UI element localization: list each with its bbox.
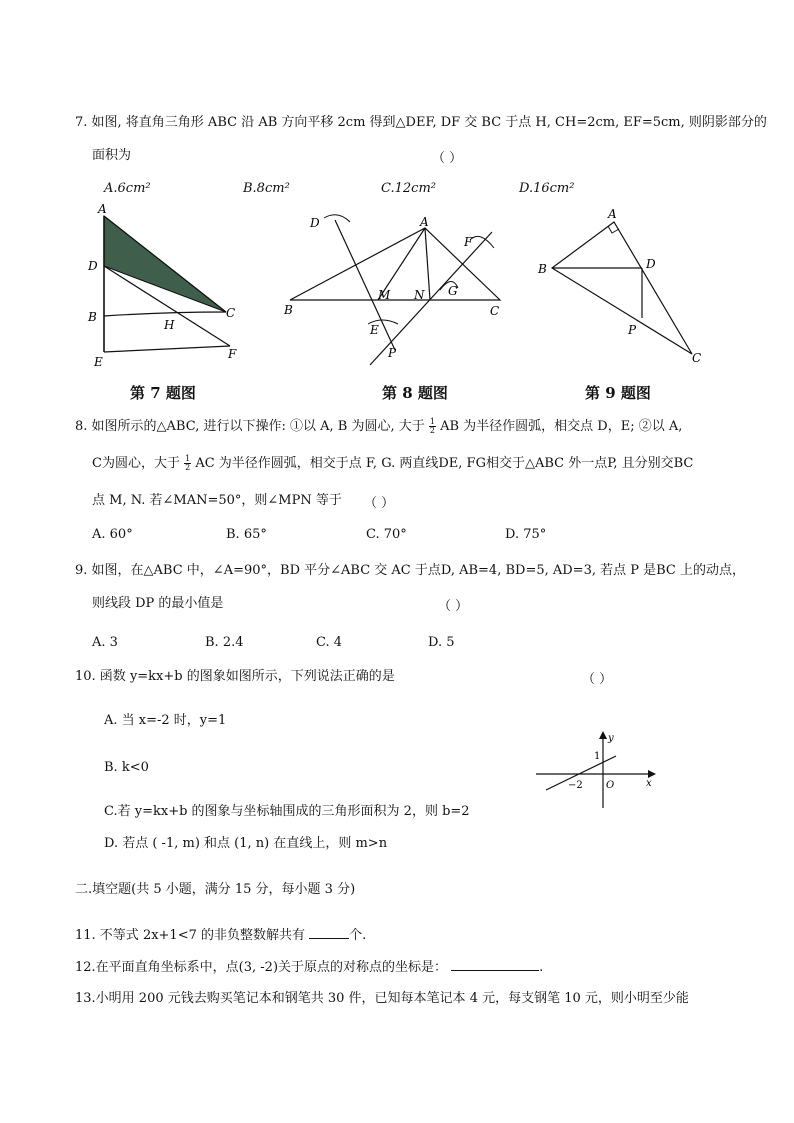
q8-line1 bbox=[75, 418, 682, 436]
fig9-triangle-abc bbox=[552, 222, 692, 354]
fig8-line-AN bbox=[425, 228, 430, 300]
figure-8 bbox=[280, 200, 520, 370]
fig8-label-g: G bbox=[448, 284, 458, 298]
q10-x-arrow bbox=[648, 770, 656, 778]
q8-frac2-den: 2 bbox=[185, 463, 191, 472]
fig8-arc-d bbox=[324, 215, 350, 222]
q11-answer-blank[interactable] bbox=[309, 926, 349, 939]
fig7-label-b: B bbox=[88, 310, 97, 324]
q7-option-c: C.12cm² bbox=[381, 181, 436, 196]
q10-graph bbox=[530, 728, 660, 812]
q12-answer-blank[interactable] bbox=[451, 958, 539, 971]
q12-text-after: . bbox=[539, 960, 544, 975]
q10-label-x: x bbox=[646, 778, 652, 789]
fig8-label-a: A bbox=[420, 215, 429, 229]
q8-option-b: B. 65° bbox=[226, 527, 267, 542]
q10-line1: 10. 函数 y=kx+b 的图象如图所示，下列说法正确的是 bbox=[75, 669, 395, 684]
fig9-caption: 第 9 题图 bbox=[585, 384, 651, 402]
fig8-label-m: M bbox=[378, 288, 391, 302]
figure-7 bbox=[84, 196, 254, 376]
fig7-line-BC bbox=[104, 312, 226, 316]
fig7-line-EF bbox=[104, 346, 230, 352]
q8-answer-paren: （ ） bbox=[364, 496, 395, 511]
fig8-label-c: C bbox=[490, 304, 500, 318]
fig8-caption: 第 8 题图 bbox=[382, 384, 448, 402]
fig7-label-d: D bbox=[88, 259, 98, 273]
q7-option-a: A.6cm² bbox=[104, 181, 151, 196]
q8-frac1-den: 2 bbox=[429, 426, 435, 435]
q8-line1-b: AB 为半径作圆弧，相交点 D，E; ②以 A, bbox=[440, 419, 683, 434]
q10-option-b: B. k<0 bbox=[104, 760, 149, 775]
q8-line1-a: 8. 如图所示的△ABC, 进行以下操作: ①以 A, B 为圆心, 大于 bbox=[75, 419, 425, 434]
q7-option-b: B.8cm² bbox=[243, 181, 290, 196]
q8-line2 bbox=[92, 455, 693, 473]
q8-fraction-2 bbox=[184, 455, 191, 472]
q8-line2-b: AC 为半径作圆弧，相交于点 F, G. 两直线DE, FG相交于△ABC 外一点P, 且分别交BC bbox=[195, 456, 694, 471]
q10-label-minus-two: −2 bbox=[568, 780, 583, 791]
fig8-label-n: N bbox=[414, 288, 425, 302]
q11-text-after: 个. bbox=[349, 928, 367, 943]
q8-option-c: C. 70° bbox=[366, 527, 407, 542]
fig7-caption: 第 7 题图 bbox=[130, 384, 196, 402]
q8-line3: 点 M, N. 若∠MAN=50°，则∠MPN 等于 bbox=[92, 493, 342, 508]
fig8-label-e: E bbox=[370, 323, 379, 337]
section2-title: 二.填空题(共 5 小题，满分 15 分，每小题 3 分) bbox=[75, 882, 356, 897]
q9-option-a: A. 3 bbox=[92, 635, 118, 650]
fig9-label-c: C bbox=[692, 351, 702, 365]
fig7-label-h: H bbox=[164, 318, 175, 332]
fig8-label-p: P bbox=[388, 346, 397, 360]
q10-option-c: C.若 y=kx+b 的图象与坐标轴围成的三角形面积为 2，则 b=2 bbox=[104, 804, 470, 819]
q10-label-one: 1 bbox=[594, 751, 601, 762]
q9-answer-paren: （ ） bbox=[438, 599, 469, 614]
fig8-label-f: F bbox=[464, 235, 473, 249]
q7-answer-paren: （ ） bbox=[432, 151, 463, 166]
fig8-label-d: D bbox=[310, 216, 320, 230]
q9-option-c: C. 4 bbox=[316, 635, 343, 650]
q8-frac1-num: 1 bbox=[429, 417, 435, 426]
q10-label-y: y bbox=[608, 733, 614, 744]
q9-line2: 则线段 DP 的最小值是 bbox=[92, 596, 224, 611]
q10-option-a: A. 当 x=-2 时，y=1 bbox=[104, 713, 227, 728]
q7-line2: 面积为 bbox=[92, 148, 132, 163]
q10-answer-paren: （ ） bbox=[582, 672, 613, 687]
q7-option-d: D.16cm² bbox=[519, 181, 575, 196]
fig7-label-a: A bbox=[98, 202, 107, 216]
q12-line bbox=[75, 958, 543, 977]
q9-option-d: D. 5 bbox=[428, 635, 455, 650]
q9-line1: 9. 如图，在△ABC 中，∠A=90°，BD 平分∠ABC 交 AC 于点D, AB=4, BD=5, AD=3, 若点 P 是BC 上的动点， bbox=[75, 563, 745, 578]
q10-label-origin: O bbox=[606, 780, 615, 791]
q10-option-d: D. 若点 ( -1, m) 和点 (1, n) 在直线上，则 m>n bbox=[104, 836, 388, 851]
q9-option-b: B. 2.4 bbox=[205, 635, 244, 650]
fig9-label-p: P bbox=[628, 323, 637, 337]
q11-text-before: 11. 不等式 2x+1<7 的非负整数解共有 bbox=[75, 928, 306, 943]
q8-option-d: D. 75° bbox=[505, 527, 547, 542]
fig7-label-e: E bbox=[94, 355, 103, 369]
fig9-label-a: A bbox=[608, 207, 617, 221]
q7-line1: 7. 如图, 将直角三角形 ABC 沿 AB 方向平移 2cm 得到△DEF, DF 交 BC 于点 H, CH=2cm, EF=5cm, 则阴影部分的 bbox=[75, 115, 767, 130]
q8-frac2-num: 1 bbox=[185, 454, 191, 463]
q13-line1: 13.小明用 200 元钱去购买笔记本和钢笔共 30 件，已知每本笔记本 4 元，每支钢笔 10 元，则小明至少能 bbox=[75, 991, 689, 1006]
fig9-label-d: D bbox=[646, 257, 656, 271]
figure-9 bbox=[530, 200, 720, 370]
fig8-label-b: B bbox=[284, 303, 293, 317]
q10-y-arrow bbox=[599, 731, 607, 739]
q12-text-before: 12.在平面直角坐标系中，点(3, -2)关于原点的对称点的坐标是： bbox=[75, 960, 448, 975]
fig9-label-b: B bbox=[538, 262, 547, 276]
q8-fraction-1 bbox=[429, 418, 436, 435]
fig8-line-DE bbox=[335, 220, 395, 350]
q8-option-a: A. 60° bbox=[92, 527, 133, 542]
fig7-label-f: F bbox=[228, 347, 237, 361]
q8-line2-a: C为圆心，大于 bbox=[92, 456, 180, 471]
fig7-label-c: C bbox=[226, 306, 236, 320]
q11-line bbox=[75, 926, 366, 945]
